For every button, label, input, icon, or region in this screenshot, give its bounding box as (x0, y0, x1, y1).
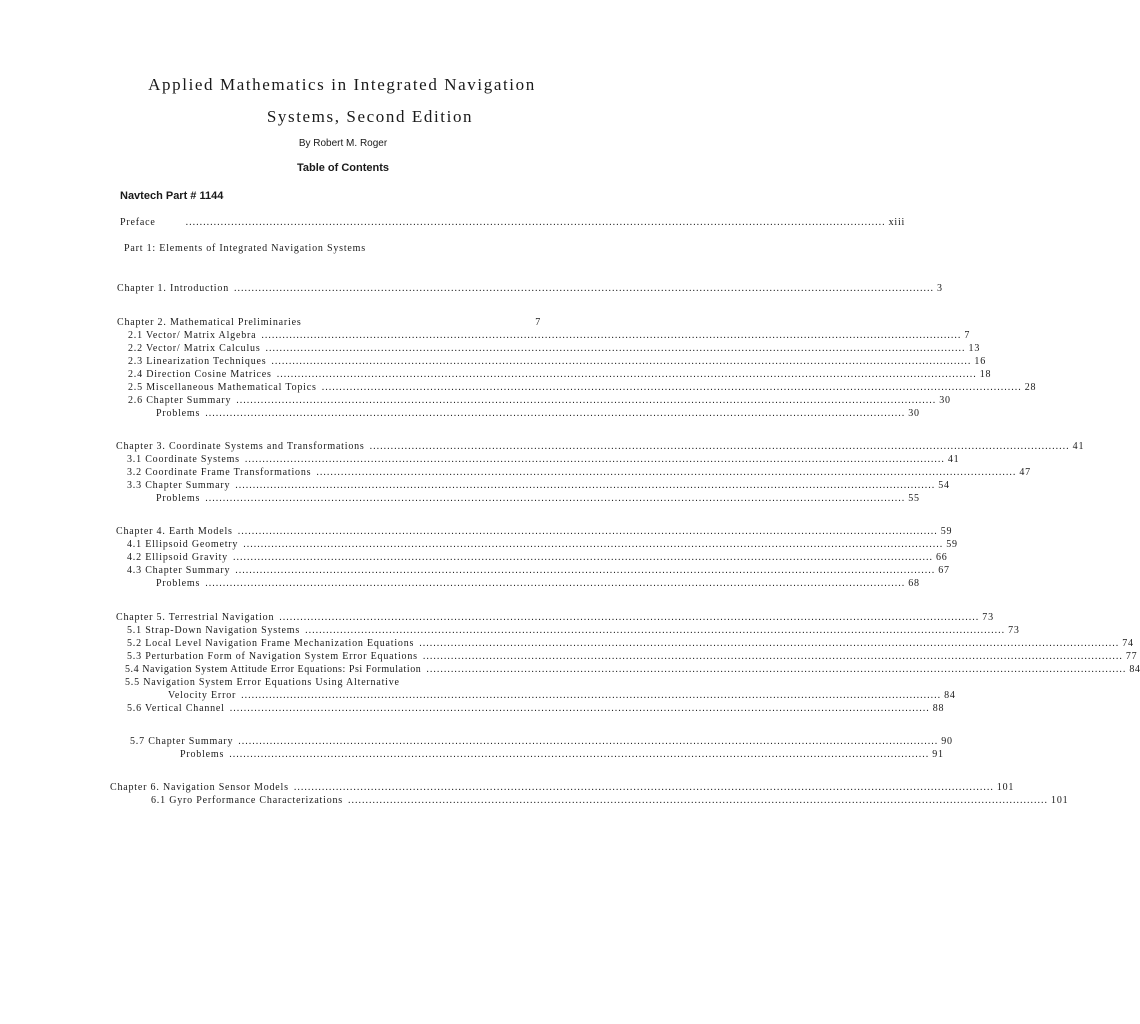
leader-dots: ........................................................................................................................................................................................................ (419, 638, 1120, 649)
toc-entry-label: 5.1 Strap-Down Navigation Systems (127, 625, 301, 636)
toc-entry-section-2-5 (128, 381, 1037, 394)
document-title-line-1: Applied Mathematics in Integrated Navigation (148, 75, 536, 94)
toc-entry-page: 77 (1125, 651, 1138, 662)
toc-entry-label: 2.6 Chapter Summary (128, 395, 232, 406)
toc-entry-label: Chapter 6. Navigation Sensor Models (110, 782, 289, 793)
toc-entry-page: 16 (974, 356, 987, 367)
toc-entry-label: 2.3 Linearization Techniques (128, 356, 267, 367)
toc-entry-label: Velocity Error (168, 690, 237, 701)
leader-dots: ........................................................................................................................................................................................................ (244, 454, 945, 465)
toc-entry-page: 3 (937, 283, 943, 294)
toc-entry-section-5-2 (127, 637, 1134, 650)
toc-entry-chapter-6 (110, 781, 1015, 794)
toc-entry-label: 3.3 Chapter Summary (127, 480, 231, 491)
toc-entry-page: 13 (968, 343, 981, 354)
toc-entry-section-4-1 (127, 538, 958, 551)
leader-dots: ........................................................................................................................................................................................................ (243, 539, 944, 550)
toc-entry-section-4-2 (127, 551, 948, 564)
toc-entry-label: Chapter 2. Mathematical Preliminaries (117, 317, 302, 328)
toc-entry-label: Chapter 1. Introduction (117, 283, 229, 294)
toc-entry-page: 30 (908, 408, 920, 419)
part-number: Navtech Part # 1144 (120, 190, 224, 202)
toc-entry-section-5-4 (125, 663, 1140, 676)
toc-entry-section-3-2 (127, 466, 1031, 479)
toc-entry-section-2-1 (128, 329, 971, 342)
toc-entry-label: 4.3 Chapter Summary (127, 565, 231, 576)
toc-entry-section-5-6 (127, 702, 945, 715)
toc-entry-label: 2.4 Direction Cosine Matrices (128, 369, 272, 380)
toc-entry-label: Problems (180, 749, 225, 760)
toc-entry-label: Chapter 5. Terrestrial Navigation (116, 612, 275, 623)
toc-entry-page: 41 (947, 454, 960, 465)
toc-entry-chapter-4 (116, 525, 953, 538)
toc-entry-section-4-3 (127, 564, 950, 577)
toc-entry-page: 84 (944, 690, 956, 701)
toc-entry-label: 4.2 Ellipsoid Gravity (127, 552, 228, 563)
toc-entry-page: xiii (888, 217, 906, 228)
toc-entry-page: 7 (964, 330, 971, 341)
toc-entry-page: 54 (938, 480, 950, 491)
toc-entry-chapter-3 (116, 440, 1085, 453)
leader-dots: ........................................................................................................................................................................................................ (236, 395, 937, 406)
toc-entry-label: 2.5 Miscellaneous Mathematical Topics (128, 382, 317, 393)
toc-entry-page: 30 (939, 395, 951, 406)
toc-entry-page: 55 (908, 493, 920, 504)
leader-dots: ........................................................................................................................................................................................................ (234, 283, 934, 294)
leader-dots: ........................................................................................................................................................................................................ (279, 612, 980, 623)
leader-dots: ........................................................................................................................................................................................................ (185, 217, 886, 228)
leader-dots: ........................................................................................................................................................................................................ (205, 493, 906, 504)
toc-entry-section-3-1 (127, 453, 960, 466)
toc-entry-label: 5.7 Chapter Summary (130, 736, 234, 747)
leader-dots: ........................................................................................................................................................................................................ (316, 467, 1017, 478)
toc-entry-label: 2.2 Vector/ Matrix Calculus (128, 343, 261, 354)
leader-dots: ........................................................................................................................................................................................................ (426, 664, 1127, 675)
leader-dots: ........................................................................................................................................................................................................ (348, 795, 1049, 806)
toc-entry-page: 7 (535, 317, 541, 328)
toc-entry-page: 73 (1008, 625, 1020, 636)
toc-entry-chapter-1 (117, 282, 943, 295)
toc-entry-label: Problems (156, 493, 201, 504)
author-line: By Robert M. Roger (298, 138, 388, 149)
toc-entry-section-5-1 (127, 624, 1020, 637)
toc-entry-page: 73 (982, 612, 994, 623)
toc-entry-page: 88 (932, 703, 945, 714)
leader-dots: ........................................................................................................................................................................................................ (271, 356, 972, 367)
toc-entry-page: 66 (935, 552, 948, 563)
toc-entry-label: 5.6 Vertical Channel (127, 703, 225, 714)
toc-entry-page: 18 (979, 369, 992, 380)
toc-entry-label: 2.1 Vector/ Matrix Algebra (128, 330, 257, 341)
toc-entry-page: 68 (908, 578, 920, 589)
toc-entry-section-5-7 (130, 735, 953, 748)
toc-entry-ch2-problems (156, 407, 920, 420)
leader-dots: ........................................................................................................................................................................................................ (232, 552, 933, 563)
toc-entry-label: Problems (156, 408, 201, 419)
leader-dots: ........................................................................................................................................................................................................ (293, 782, 994, 793)
toc-entry-section-2-2 (128, 342, 981, 355)
leader-dots: ........................................................................................................................................................................................................ (305, 625, 1006, 636)
leader-dots: ........................................................................................................................................................................................................ (205, 578, 906, 589)
leader-dots: ........................................................................................................................................................................................................ (261, 330, 962, 341)
toc-entry-label: 3.2 Coordinate Frame Transformations (127, 467, 312, 478)
toc-entry-page: 41 (1072, 441, 1085, 452)
leader-dots: ........................................................................................................................................................................................................ (229, 703, 930, 714)
toc-entry-label: 3.1 Coordinate Systems (127, 454, 240, 465)
toc-entry-section-2-3 (128, 355, 987, 368)
leader-dots: ........................................................................................................................................................................................................ (238, 736, 939, 747)
toc-entry-page: 67 (938, 565, 950, 576)
toc-entry-section-5-5-label: 5.5 Navigation System Error Equations Using Alternative (125, 677, 400, 688)
toc-entry-label: Chapter 4. Earth Models (116, 526, 233, 537)
leader-dots: ........................................................................................................................................................................................................ (235, 480, 936, 491)
toc-entry-label: Problems (156, 578, 201, 589)
leader-dots: ........................................................................................................................................................................................................ (229, 749, 930, 760)
toc-heading: Table of Contents (296, 162, 390, 174)
toc-entry-ch4-problems (156, 577, 920, 590)
toc-entry-page: 91 (932, 749, 944, 760)
toc-entry-page: 84 (1129, 664, 1140, 675)
toc-entry-label: 5.3 Perturbation Form of Navigation System Error Equations (127, 651, 418, 662)
toc-entry-label: 4.1 Ellipsoid Geometry (127, 539, 239, 550)
toc-entry-ch3-problems (156, 492, 920, 505)
toc-entry-page: 90 (941, 736, 953, 747)
leader-dots: ........................................................................................................................................................................................................ (276, 369, 977, 380)
toc-entry-section-2-6 (128, 394, 951, 407)
toc-entry-page: 74 (1122, 638, 1134, 649)
document-title-line-2: Systems, Second Edition (266, 107, 474, 126)
toc-entry-ch5-problems (180, 748, 944, 761)
toc-entry-label: Chapter 3. Coordinate Systems and Transformations (116, 441, 365, 452)
leader-dots: ........................................................................................................................................................................................................ (265, 343, 966, 354)
leader-dots: ........................................................................................................................................................................................................ (422, 651, 1123, 662)
toc-entry-section-6-1 (151, 794, 1069, 807)
toc-entry-label: 5.2 Local Level Navigation Frame Mechanization Equations (127, 638, 415, 649)
toc-entry-label: 5.4 Navigation System Attitude Error Equations: Psi Formulation (125, 664, 422, 675)
toc-entry-chapter-2 (117, 316, 541, 329)
toc-entry-section-2-4 (128, 368, 992, 381)
toc-entry-section-5-3 (127, 650, 1138, 663)
toc-entry-page: 101 (1051, 795, 1069, 806)
leader-dots: ........................................................................................................................................................................................................ (321, 382, 1022, 393)
toc-entry-chapter-5 (116, 611, 994, 624)
toc-entry-page: 47 (1019, 467, 1031, 478)
toc-entry-page: 101 (996, 782, 1015, 793)
leader-dots: ........................................................................................................................................................................................................ (241, 690, 942, 701)
toc-entry-page: 59 (946, 539, 958, 550)
toc-entry-page: 59 (940, 526, 953, 537)
toc-entry-label: Preface (120, 217, 156, 228)
toc-entry-section-3-3 (127, 479, 950, 492)
toc-entry-preface (120, 216, 906, 229)
leader-dots: ........................................................................................................................................................................................................ (369, 441, 1070, 452)
leader-dots: ........................................................................................................................................................................................................ (235, 565, 936, 576)
toc-entry-label: 6.1 Gyro Performance Characterizations (151, 795, 344, 806)
toc-entry-page: 28 (1024, 382, 1037, 393)
leader-dots: ........................................................................................................................................................................................................ (237, 526, 938, 537)
toc-entry-section-5-5 (168, 689, 956, 702)
leader-dots: ........................................................................................................................................................................................................ (205, 408, 906, 419)
part-heading: Part 1: Elements of Integrated Navigation Systems (124, 243, 366, 254)
